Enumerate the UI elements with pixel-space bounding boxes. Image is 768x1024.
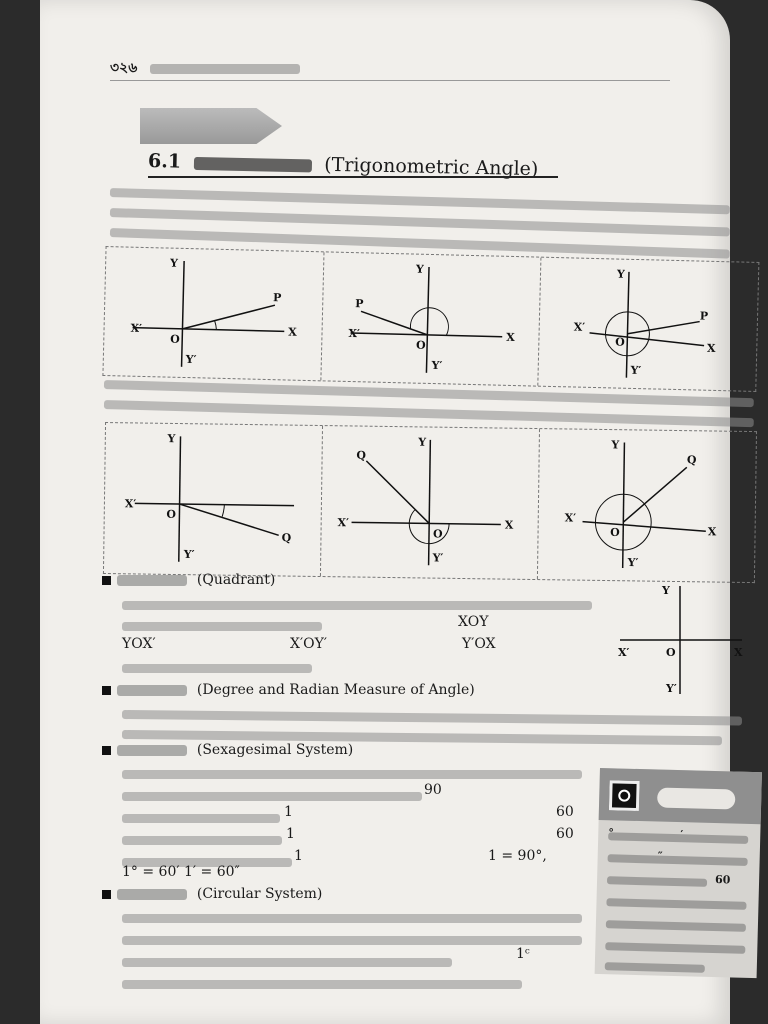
bullet-icon xyxy=(102,746,111,755)
header-rule xyxy=(110,80,670,81)
label-x-prime: X′ xyxy=(573,320,586,334)
label-y: Y xyxy=(418,435,427,449)
page-number: ৩২৬ xyxy=(110,60,138,76)
diagram-row-clockwise xyxy=(103,422,757,583)
sixty-symbol: 60 xyxy=(714,873,731,887)
textbook-page xyxy=(40,0,743,1024)
heading-quadrant xyxy=(102,572,275,588)
formula-one-degree: 1 xyxy=(284,804,293,820)
label-x: X xyxy=(707,341,717,355)
title-underline xyxy=(148,176,558,178)
text-line xyxy=(122,664,312,673)
formula-degree-minute-second: 1° = 60′ 1′ = 60″ xyxy=(122,864,240,880)
label-x-prime: X′ xyxy=(130,321,143,335)
text-line xyxy=(122,958,452,967)
heading-text: (Quadrant) xyxy=(196,572,276,588)
bullet-icon xyxy=(102,686,111,695)
formula-yoxp: YOX′ xyxy=(122,636,156,652)
label-x-prime: X′ xyxy=(564,511,577,525)
running-header xyxy=(110,56,300,80)
formula-xpoyp: X′OY′ xyxy=(290,636,328,652)
label-x: X xyxy=(505,330,515,345)
text-line xyxy=(122,814,280,823)
text-line xyxy=(122,710,742,725)
formula-one-second: 1 xyxy=(294,848,303,864)
label-y-prime: Y′ xyxy=(627,556,639,570)
bullet-icon xyxy=(102,890,111,899)
text-line xyxy=(122,936,582,945)
diagram-negative-reflex xyxy=(538,429,756,582)
label-q: Q xyxy=(356,448,367,462)
section-title-script xyxy=(194,156,312,171)
heading-degree-radian xyxy=(102,682,475,698)
label-x: X xyxy=(707,525,717,539)
formula-radian-unit: 1ᶜ xyxy=(516,946,530,962)
label-x-prime: X′ xyxy=(618,646,630,659)
bullet-icon xyxy=(102,576,111,585)
label-x: X xyxy=(504,518,514,532)
label-y-prime: Y′ xyxy=(183,547,195,561)
lightbulb-icon xyxy=(609,780,640,811)
label-x-prime: X′ xyxy=(124,497,137,511)
formula-sixty-a: 60 xyxy=(556,804,574,820)
formula-right-angle: 1 = 90°, xyxy=(488,848,547,864)
sidebar-text-line xyxy=(606,898,746,910)
label-x: X xyxy=(734,646,743,659)
formula-sixty-b: 60 xyxy=(556,826,574,842)
know-this-sidebar xyxy=(595,768,762,978)
diagram-negative-acute xyxy=(104,423,323,576)
label-q: Q xyxy=(686,453,697,467)
diagram-positive-acute xyxy=(103,247,324,380)
heading-text: (Sexagesimal System) xyxy=(196,742,354,758)
heading-text: (Circular System) xyxy=(196,886,323,902)
label-y: Y xyxy=(611,438,620,452)
formula-xoy: XOY xyxy=(458,614,489,630)
heading-script xyxy=(117,685,187,696)
section-number: 6.1 xyxy=(147,150,182,173)
heading-script xyxy=(117,745,187,756)
label-y-prime: Y′ xyxy=(666,682,677,695)
formula-ypox: Y′OX xyxy=(462,636,496,652)
label-y-prime: Y′ xyxy=(432,551,444,565)
label-q: Q xyxy=(281,531,292,545)
text-line xyxy=(122,770,582,779)
label-y: Y xyxy=(415,262,424,276)
sidebar-text-line xyxy=(607,876,707,887)
formula-ninety: 90 xyxy=(424,782,442,798)
sidebar-text-line xyxy=(606,920,746,932)
label-y: Y xyxy=(662,584,670,597)
label-y: Y xyxy=(167,432,176,446)
label-o: O xyxy=(166,507,177,521)
quadrant-diagram xyxy=(610,578,750,702)
label-o: O xyxy=(170,332,180,346)
heading-script xyxy=(117,575,187,586)
diagram-negative-obtuse xyxy=(321,426,540,579)
diagram-row-anticlockwise xyxy=(102,246,759,392)
heading-circular xyxy=(102,886,322,902)
label-p: P xyxy=(272,291,282,305)
label-y-prime: Y′ xyxy=(630,363,642,378)
text-line xyxy=(122,980,522,989)
text-line xyxy=(122,601,592,610)
diagram-positive-reflex xyxy=(539,258,759,391)
chapter-title-script xyxy=(150,64,300,74)
label-o: O xyxy=(415,338,426,352)
sidebar-title-pill xyxy=(657,788,735,810)
diagram-positive-obtuse xyxy=(321,252,542,385)
text-line xyxy=(122,622,322,631)
label-p: P xyxy=(354,297,364,311)
text-line xyxy=(122,836,282,845)
label-y: Y xyxy=(617,267,626,281)
label-x-prime: X′ xyxy=(337,516,350,530)
sidebar-text-line xyxy=(608,832,748,844)
heading-script xyxy=(117,889,187,900)
label-o: O xyxy=(432,527,443,541)
heading-text: (Degree and Radian Measure of Angle) xyxy=(196,682,475,698)
sidebar-text-line xyxy=(605,962,705,973)
lesson-tab xyxy=(140,108,282,144)
label-y: Y xyxy=(169,256,179,270)
text-line xyxy=(122,914,582,923)
formula-one-minute: 1 xyxy=(286,826,295,842)
heading-sexagesimal xyxy=(102,742,353,758)
label-y-prime: Y′ xyxy=(185,352,197,367)
label-o: O xyxy=(666,646,676,659)
text-line xyxy=(122,792,422,801)
label-o: O xyxy=(610,525,620,540)
sidebar-text-line xyxy=(605,942,745,954)
label-o: O xyxy=(615,335,626,349)
label-x-prime: X′ xyxy=(347,326,360,341)
label-x: X xyxy=(288,325,297,339)
label-y-prime: Y′ xyxy=(431,358,443,373)
sidebar-text-line xyxy=(608,854,748,866)
label-p: P xyxy=(699,309,709,323)
section-title-english: (Trigonometric Angle) xyxy=(324,153,539,181)
